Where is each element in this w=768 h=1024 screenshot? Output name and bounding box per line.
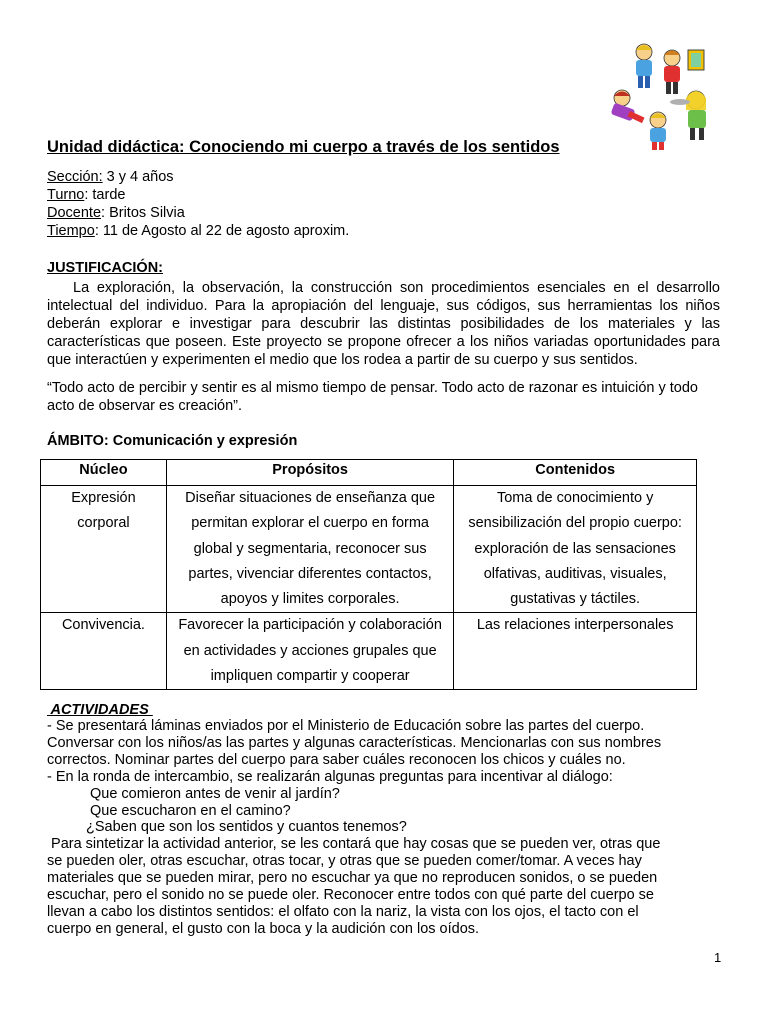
question-item: ¿Saben que son los sentidos y cuantos tenemos?: [86, 819, 407, 836]
seccion-label: Sección:: [47, 169, 103, 185]
docente-line: [47, 204, 185, 222]
table-row: [41, 486, 697, 613]
actividades-line: correctos. Nominar partes del cuerpo para saber cuáles reconocen los chicos y cuáles no.: [47, 751, 626, 768]
docente-value: : Britos Silvia: [101, 205, 185, 221]
turno-value: : tarde: [84, 187, 126, 203]
table-row: [41, 613, 697, 690]
closing-line: llevan a cabo los distintos sentidos: el olfato con la nariz, la vista con los ojos, el tacto con el: [47, 903, 639, 920]
page-number: 1: [714, 950, 722, 965]
question-item: Que escucharon en el camino?: [90, 802, 291, 819]
closing-line: se pueden oler, otras escuchar, otras tocar, y otras que se pueden comer/tomar. A veces hay: [47, 853, 642, 870]
turno-label: Turno: [47, 187, 85, 203]
question-item: Que comieron antes de venir al jardín?: [90, 785, 340, 802]
closing-line: cuerpo en general, el gusto con la boca y la audición con los oídos.: [47, 920, 480, 937]
children-senses-illustration: [600, 40, 718, 152]
actividades-line: Conversar con los niños/as las partes y algunas características. Mencionarlas con sus nombres: [47, 734, 662, 751]
closing-line: materiales que se pueden mirar, pero no escuchar ya que no reproducen sonidos, o se pueden: [47, 870, 658, 887]
justificacion-paragraph: [47, 279, 720, 369]
seccion-line: [47, 168, 174, 186]
closing-line: escuchar, pero el sonido no se puede oler. Reconocer entre todos con qué parte del cuerpo se: [47, 887, 654, 904]
docente-label: Docente: [47, 205, 102, 221]
cell-nucleo: Convivencia.: [41, 613, 167, 690]
tiempo-label: Tiempo: [47, 223, 95, 239]
header-propositos: Propósitos: [166, 460, 453, 486]
justificacion-heading: JUSTIFICACIÓN:: [47, 260, 163, 276]
quote-paragraph: “Todo acto de percibir y sentir es al mismo tiempo de pensar. Todo acto de razonar es intuición y todo acto de observar es creación”.: [47, 380, 698, 414]
cell-nucleo: Expresión corporal: [41, 486, 167, 613]
actividades-heading: ACTIVIDADES: [47, 702, 153, 718]
actividades-body: [47, 718, 720, 938]
table-header-row: [41, 460, 697, 486]
actividades-line: - En la ronda de intercambio, se realizarán algunas preguntas para incentivar al diálogo:: [47, 768, 613, 785]
tiempo-line: [47, 222, 349, 240]
ambito-heading: ÁMBITO: Comunicación y expresión: [47, 433, 298, 449]
justificacion-text: La exploración, la observación, la construcción son procedimientos esenciales en el desarrollo intelectual del individuo. Para la apropiación del lenguaje, sus códigos, sus herramientas los niños deberán explorar e investigar para descubrir las distintas posibilidades de los materiales y las características que poseen. Este proyecto se propone ofrecer a los niños variadas oportunidades para que interactúen y experimenten el medio que los rodea a partir de su cuerpo y sus sentidos.: [47, 280, 720, 368]
cell-propositos: Favorecer la participación y colaboración en actividades y acciones grupales que impliquen compartir y cooperar: [166, 613, 453, 690]
cell-contenidos: Las relaciones interpersonales: [454, 613, 697, 690]
header-contenidos: Contenidos: [454, 460, 697, 486]
header-nucleo: Núcleo: [41, 460, 167, 486]
closing-line: Para sintetizar la actividad anterior, se les contará que hay cosas que se pueden ver, otras que: [47, 836, 661, 853]
actividades-line: - Se presentará láminas enviados por el Ministerio de Educación sobre las partes del cuerpo.: [47, 718, 645, 734]
ambito-table: [40, 459, 697, 690]
tiempo-value: : 11 de Agosto al 22 de agosto aproxim.: [94, 223, 350, 239]
cell-propositos: Diseñar situaciones de enseñanza que permitan explorar el cuerpo en forma global y segmentaria, reconocer sus partes, vivenciar diferentes contactos, apoyos y limites corporales.: [166, 486, 453, 613]
seccion-value: 3 y 4 años: [102, 169, 174, 185]
turno-line: [47, 186, 125, 204]
page-title: Unidad didáctica: Conociendo mi cuerpo a través de los sentidos: [47, 138, 560, 156]
cell-contenidos: Toma de conocimiento y sensibilización del propio cuerpo: exploración de las sensaciones olfativas, auditivas, visuales, gustativas y táctiles.: [454, 486, 697, 613]
